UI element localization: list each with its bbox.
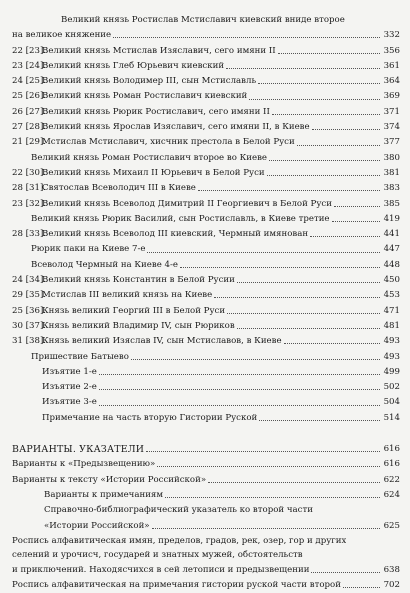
dot-leader <box>311 572 380 573</box>
page-number: 471 <box>383 305 400 316</box>
dot-leader <box>297 145 380 146</box>
dot-leader <box>278 53 380 54</box>
toc-entry <box>12 457 400 472</box>
entry-title: Великий князь Константин в Белой Русии <box>42 275 235 286</box>
toc-entry <box>12 212 400 227</box>
toc-entry <box>12 365 400 380</box>
entry-continuation-text: и приключений. Находясчихся в сей летописи и предызвещении <box>12 564 310 575</box>
entry-title: Варианты к «Предызвещению» <box>12 459 156 470</box>
page-number: 502 <box>383 382 400 393</box>
entry-number: 25 [36]. <box>12 305 47 316</box>
toc-entry <box>12 488 400 503</box>
entry-number: 23 [32]. <box>12 198 47 209</box>
dot-leader <box>131 359 380 360</box>
dot-leader <box>269 160 380 161</box>
entry-title: Святослав Всеволодич III в Киеве <box>42 183 196 194</box>
entry-number: 25 [26]. <box>12 91 47 102</box>
entry-title: Роспись алфавитическая имян, пределов, градов, рек, озер, гор и других <box>12 535 347 546</box>
page-number: 441 <box>383 229 400 240</box>
page-number: 624 <box>383 489 400 500</box>
dot-leader <box>259 420 380 421</box>
page-number: 381 <box>383 167 400 178</box>
entry-title: Изъятие 1-е <box>42 366 97 377</box>
page-number: 448 <box>383 259 400 270</box>
entry-number: 21 [29]. <box>12 137 47 148</box>
page-number: 356 <box>383 45 400 56</box>
dot-leader <box>267 175 380 176</box>
dot-leader <box>343 587 380 588</box>
entry-title: Всеволод Чермный на Киеве 4-е <box>31 259 178 270</box>
dot-leader <box>208 482 380 483</box>
toc-entry <box>12 197 400 212</box>
dot-leader <box>99 374 380 375</box>
entry-title: Варианты к примечаниям <box>44 489 164 500</box>
dot-leader <box>152 528 380 529</box>
dot-leader <box>310 236 380 237</box>
section-heading-row <box>12 442 400 457</box>
page-number: 374 <box>383 122 400 133</box>
dot-leader <box>249 99 380 100</box>
dot-leader <box>312 129 380 130</box>
entry-number: 31 [38]. <box>12 336 47 347</box>
page-number: 493 <box>383 351 400 362</box>
table-of-contents <box>12 13 400 593</box>
dot-leader <box>226 68 380 69</box>
entry-number: 23 [24]. <box>12 60 47 71</box>
entry-title: Великий князь Мстислав Изяславич, сего имяни II <box>42 45 276 56</box>
page-number: 369 <box>383 91 400 102</box>
page-number: 638 <box>383 564 400 575</box>
entry-title: Князь великий Владимир IV, сын Рюриков <box>42 320 235 331</box>
toc-entry <box>12 380 400 395</box>
entry-title: Пришествие Батыево <box>31 351 129 362</box>
toc-entry <box>12 135 400 150</box>
toc-entry <box>12 473 400 488</box>
dot-leader <box>147 252 380 253</box>
dot-leader <box>157 466 380 467</box>
entry-title: Примечание на часть вторую Гистории Руской <box>42 412 258 423</box>
dot-leader <box>180 267 380 268</box>
entry-title: Великий князь Рюрик Василий, сын Ростиславль, в Киеве третие <box>31 213 330 224</box>
toc-entry <box>12 334 400 349</box>
page-number: 622 <box>383 474 400 485</box>
toc-entry <box>12 503 400 518</box>
section-heading: ВАРИАНТЫ. УКАЗАТЕЛИ <box>12 444 145 456</box>
entry-title: Изъятие 3-е <box>42 397 97 408</box>
toc-entry <box>12 105 400 120</box>
entry-title: Варианты к тексту «Истории Российской» <box>12 474 207 485</box>
toc-entry <box>12 181 400 196</box>
entry-title: Великий князь Глеб Юрьевич киевский <box>42 60 225 71</box>
toc-main-section <box>12 13 400 426</box>
dot-leader <box>227 313 380 314</box>
entry-continuation-last <box>12 563 400 578</box>
page-number: 499 <box>383 366 400 377</box>
entry-title: Великий князь Ростислав Мстиславич киевский вниде второе <box>61 15 345 25</box>
dot-leader <box>237 282 380 283</box>
entry-number: 30 [37]. <box>12 320 47 331</box>
toc-entry <box>12 120 400 135</box>
entry-number: 28 [33]. <box>12 229 47 240</box>
page-number: 616 <box>383 444 400 455</box>
toc-entry <box>12 13 400 28</box>
toc-entry <box>12 166 400 181</box>
dot-leader <box>198 190 380 191</box>
entry-title: Рюрик паки на Киеве 7-е <box>31 244 146 255</box>
page-number: 332 <box>383 30 400 41</box>
page-number: 493 <box>383 336 400 347</box>
toc-entry <box>12 74 400 89</box>
toc-entry <box>12 59 400 74</box>
entry-title: Великий князь Рюрик Ростиславич, сего имяни II <box>42 106 270 117</box>
dot-leader <box>146 451 380 452</box>
dot-leader <box>332 221 380 222</box>
dot-leader <box>237 328 380 329</box>
dot-leader <box>99 405 380 406</box>
page-number: 450 <box>383 275 400 286</box>
dot-leader <box>113 37 380 38</box>
toc-entry <box>12 151 400 166</box>
toc-entry <box>12 411 400 426</box>
entry-title: Великий князь Всеволод III киевский, Чермный имянован <box>42 229 309 240</box>
entry-number: 22 [30]. <box>12 167 47 178</box>
toc-entry <box>12 578 400 593</box>
page-number: 361 <box>383 60 400 71</box>
toc-entry <box>12 273 400 288</box>
toc-entry <box>12 534 400 549</box>
entry-number: 29 [35]. <box>12 290 47 301</box>
page-number: 447 <box>383 244 400 255</box>
page-number: 514 <box>383 412 400 423</box>
dot-leader <box>334 206 380 207</box>
entry-title: Мстислав Мстиславич, хисчник престола в Белой Руси <box>42 137 295 148</box>
entry-title: Изъятие 2-е <box>42 382 97 393</box>
entry-title: Великий князь Всеволод Димитрий II Георгиевич в Белой Руси <box>42 198 332 209</box>
toc-entry <box>12 242 400 257</box>
entry-title: Великий князь Роман Ростиславич киевский <box>42 91 248 102</box>
dot-leader <box>214 297 380 298</box>
entry-title: Великий князь Михаил II Юрьевич в Белой Руси <box>42 167 265 178</box>
page-number: 481 <box>383 320 400 331</box>
entry-title: Великий князь Ярослав Изяславич, сего имяни II, в Киеве <box>42 122 310 133</box>
entry-title: Справочно-библиографический указатель ко второй части <box>44 505 313 516</box>
toc-variants-section <box>12 442 400 593</box>
page-number: 377 <box>383 137 400 148</box>
toc-entry <box>12 350 400 365</box>
page-number: 625 <box>383 520 400 531</box>
page-number: 616 <box>383 459 400 470</box>
entry-continuation: селений и урочисч, государей и знатных мужей, обстоятельств <box>12 550 303 561</box>
toc-entry <box>12 44 400 59</box>
page-number: 702 <box>383 579 400 590</box>
page-number: 504 <box>383 397 400 408</box>
page-number: 453 <box>383 290 400 301</box>
entry-number: 22 [23]. <box>12 45 47 56</box>
toc-entry <box>12 288 400 303</box>
entry-number: 24 [25]. <box>12 76 47 87</box>
entry-title: Великий князь Володимер III, сын Мстиславль <box>42 76 257 87</box>
dot-leader <box>99 389 380 390</box>
toc-entry <box>12 258 400 273</box>
entry-number: 28 [31]. <box>12 183 47 194</box>
page-number: 364 <box>383 76 400 87</box>
page-number: 419 <box>383 213 400 224</box>
toc-entry <box>12 304 400 319</box>
entry-title: Великий князь Роман Ростиславич второе во Киеве <box>31 152 268 163</box>
entry-continuation-text: «Истории Российской» <box>44 520 150 531</box>
entry-continuation-last <box>12 28 400 43</box>
dot-leader <box>272 114 380 115</box>
entry-continuation-text: на великое княжение <box>12 30 112 41</box>
dot-leader <box>284 343 380 344</box>
entry-continuation-last <box>12 519 400 534</box>
toc-entry <box>12 89 400 104</box>
toc-entry <box>12 227 400 242</box>
section-gap <box>12 426 400 442</box>
entry-title: Князь великий Георгий III в Белой Руси <box>42 305 226 316</box>
dot-leader <box>165 497 380 498</box>
toc-entry <box>12 319 400 334</box>
page-number: 380 <box>383 152 400 163</box>
entry-title: Роспись алфавитическая на примечания гистории руской части второй <box>12 579 341 590</box>
page-number: 371 <box>383 106 400 117</box>
dot-leader <box>258 83 380 84</box>
entry-number: 26 [27]. <box>12 106 47 117</box>
toc-entry <box>12 395 400 410</box>
page-number: 383 <box>383 183 400 194</box>
entry-number: 27 [28]. <box>12 122 47 133</box>
entry-title: Мстислав III великий князь на Киеве <box>42 290 213 301</box>
entry-title: Князь великий Изяслав IV, сын Мстиславов, в Киеве <box>42 336 282 347</box>
page-number: 385 <box>383 198 400 209</box>
entry-number: 24 [34]. <box>12 275 47 286</box>
